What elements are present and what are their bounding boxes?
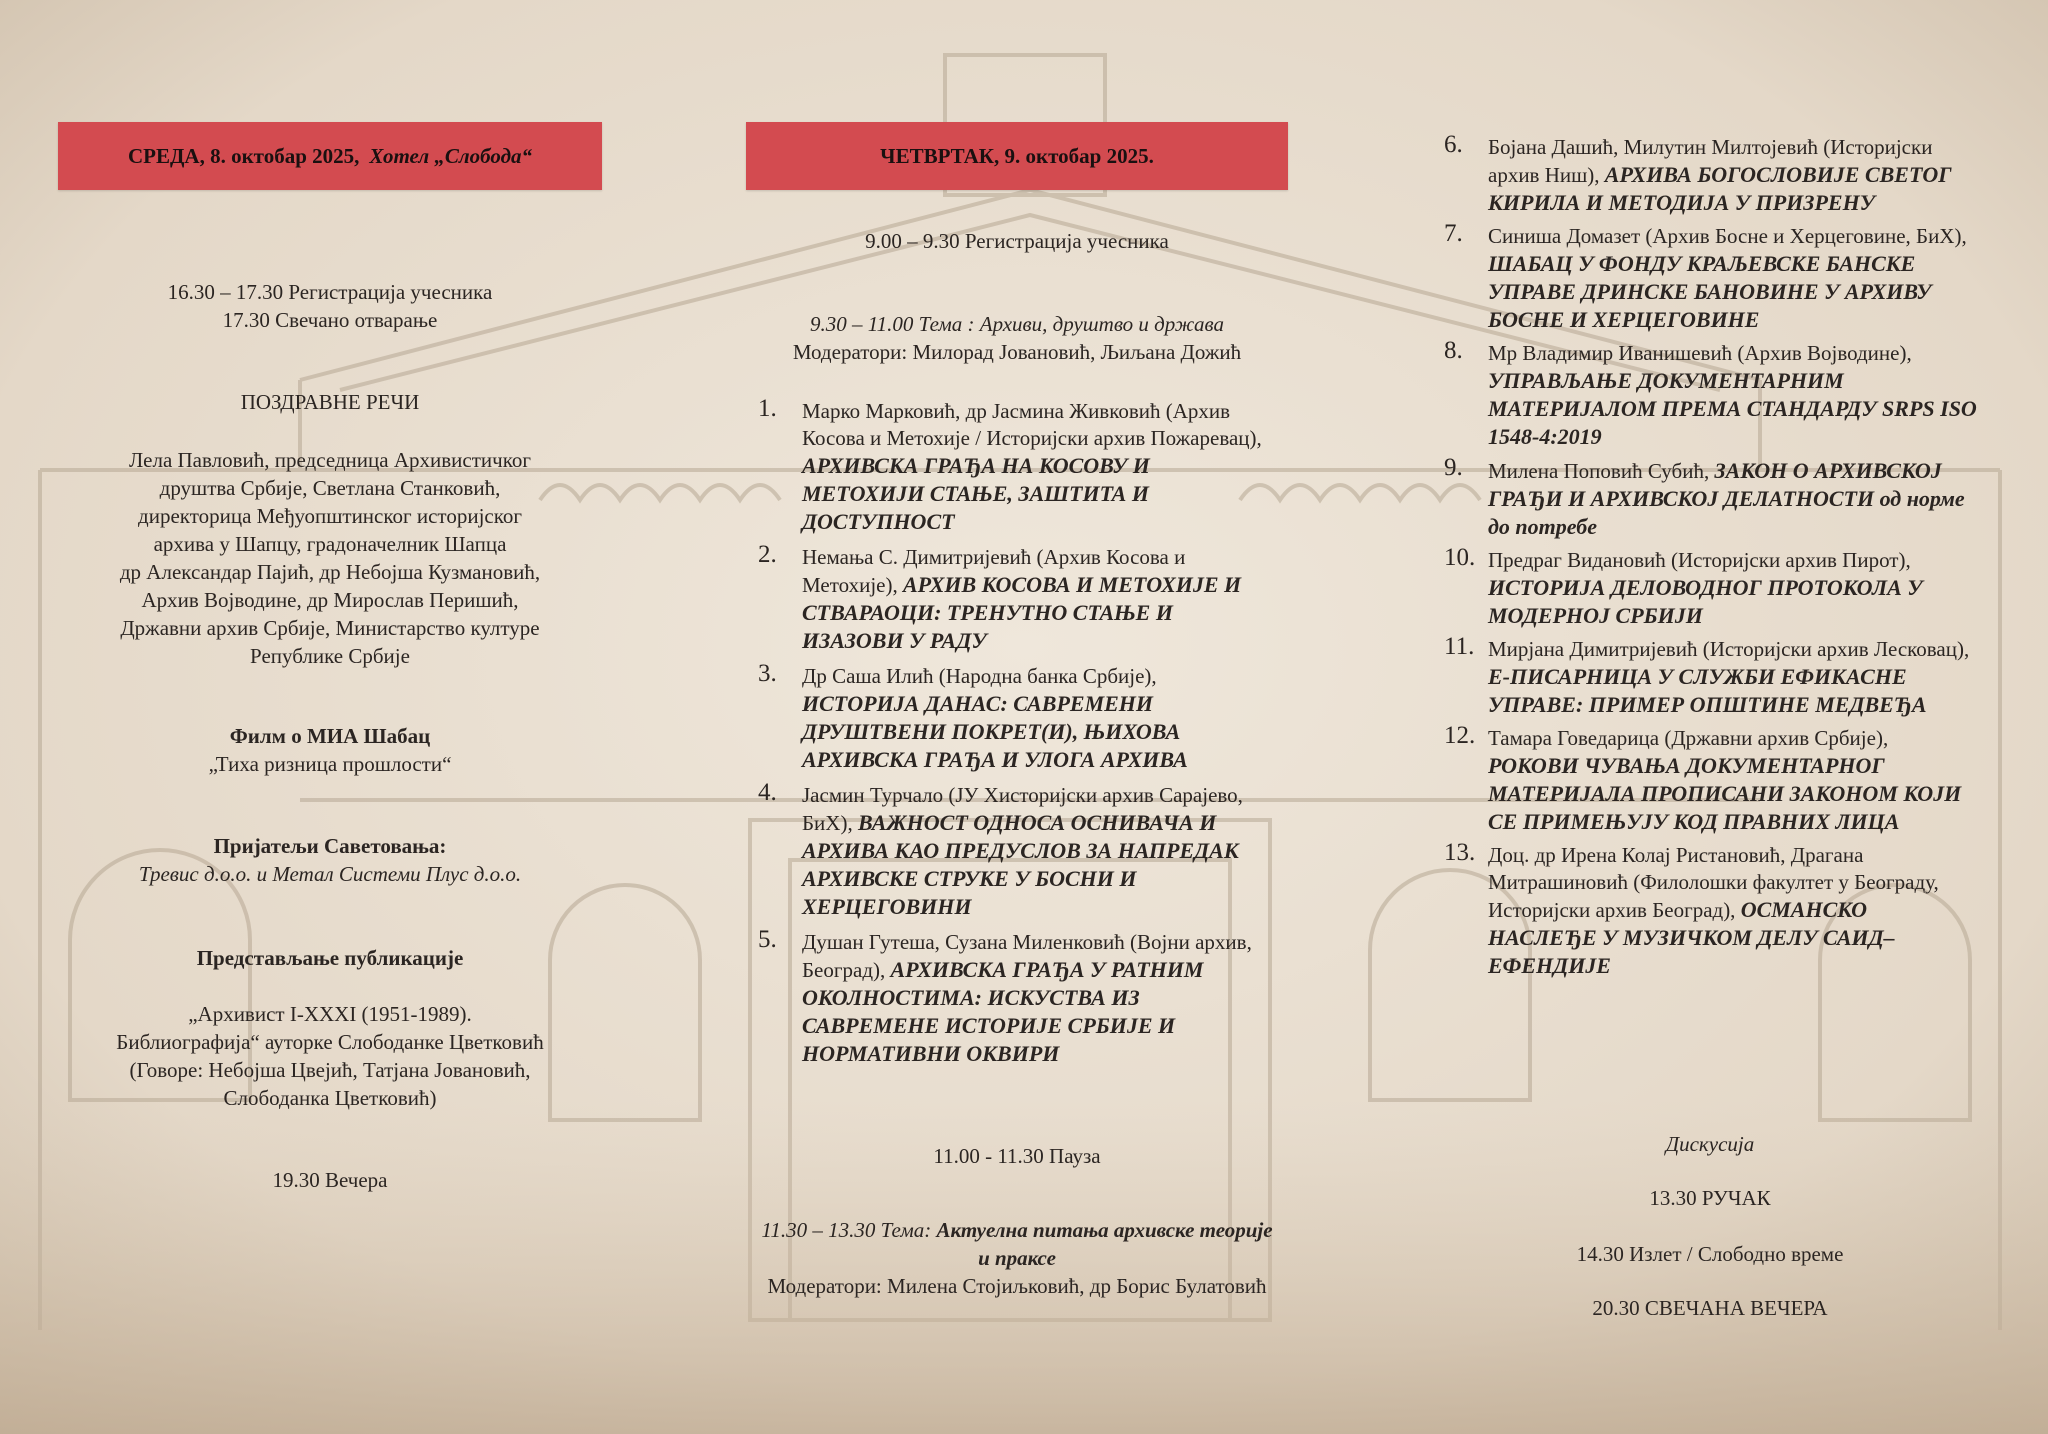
talk-item xyxy=(746,541,1276,655)
talk-item xyxy=(746,395,1276,536)
talk-number: 9. xyxy=(1444,454,1463,481)
talk-number: 2. xyxy=(758,541,777,568)
publication-line: „Архивист I-XXXI (1951-1989). xyxy=(188,1002,472,1026)
talk-number: 7. xyxy=(1444,220,1463,247)
talk-title: АРХИВА БОГОСЛОВИЈЕ СВЕТОГ КИРИЛА И МЕТОДИЈА У ПРИЗРЕНУ xyxy=(1488,162,1952,215)
talk-number: 8. xyxy=(1444,337,1463,364)
greetings-line: архива у Шапцу, градоначелник Шапца xyxy=(153,532,507,556)
talk-number: 1. xyxy=(758,395,777,422)
gala-dinner: 20.30 СВЕЧАНА ВЕЧЕРА xyxy=(1592,1296,1828,1320)
session1-moderators: Модератори: Милорад Јовановић, Љиљана Дожић xyxy=(792,340,1242,364)
friends-heading: Пријатељи Саветовања: xyxy=(213,834,447,858)
talk-item xyxy=(746,660,1276,774)
talk-item xyxy=(746,779,1276,921)
greetings-line: др Александар Пајић, др Небојша Кузмановић, xyxy=(119,560,541,584)
talk-number: 13. xyxy=(1444,839,1476,866)
publication-line: (Говоре: Небојша Цвејић, Татјана Јовановић, xyxy=(129,1058,531,1082)
greetings-line: друштва Србије, Светлана Станковић, xyxy=(159,476,501,500)
talk-item xyxy=(1440,337,1980,451)
greetings-line: Државни архив Србије, Министарство културе xyxy=(120,616,540,640)
talk-author: Бојана Дашић, Милутин Милтојевић (Историјски архив Ниш), xyxy=(1488,135,1933,187)
film-block xyxy=(58,722,602,778)
talk-item xyxy=(746,926,1276,1068)
talk-item xyxy=(1440,633,1980,719)
excursion: 14.30 Излет / Слободно време xyxy=(1576,1242,1844,1266)
lunch: 13.30 РУЧАК xyxy=(1649,1186,1771,1210)
talk-number: 3. xyxy=(758,660,777,687)
talk-item xyxy=(1440,839,1980,980)
friends-text: Тревис д.о.о. и Метал Системи Плус д.о.о. xyxy=(138,862,522,886)
talk-title: ИСТОРИЈА ДАНАС: САВРЕМЕНИ ДРУШТВЕНИ ПОКРЕТ(И), ЊИХОВА АРХИВСКА ГРАЂА И УЛОГА АРХИВА xyxy=(802,691,1188,772)
day1-date: СРЕДА, 8. октобар 2025, xyxy=(127,143,360,168)
day1-venue: Хотел „Слобода“ xyxy=(369,143,533,168)
talk-item xyxy=(1440,544,1980,630)
talk-author: Јасмин Турчало (ЈУ Хисторијски архив Сарајево, БиХ), xyxy=(802,783,1243,835)
greetings-heading: ПОЗДРАВНЕ РЕЧИ xyxy=(240,390,420,414)
talk-item xyxy=(1440,220,1980,334)
talk-author: Синиша Домазет (Архив Босне и Херцеговине, БиХ), xyxy=(1488,224,1967,248)
day1-dinner: 19.30 Вечера xyxy=(272,1168,388,1192)
talk-item xyxy=(1440,131,1980,217)
publication-block xyxy=(58,1000,602,1112)
talk-title: ИСТОРИЈА ДЕЛОВОДНОГ ПРОТОКОЛА У МОДЕРНОЈ СРБИЈИ xyxy=(1488,575,1923,628)
film-title: „Тиха ризница прошлости“ xyxy=(208,752,452,776)
session2-talks xyxy=(1440,131,1980,986)
session2-topic: Актуелна питања архивске теорије и праксе xyxy=(936,1218,1273,1270)
session1-talks xyxy=(746,395,1276,1076)
talk-title: АРХИВСКА ГРАЂА НА КОСОВУ И МЕТОХИЈИ СТАЊЕ, ЗАШТИТА И ДОСТУПНОСТ xyxy=(802,453,1150,534)
talk-number: 12. xyxy=(1444,722,1476,749)
publication-line: Слободанка Цветковић) xyxy=(223,1086,437,1110)
talk-item xyxy=(1440,722,1980,836)
talk-author: Мирјана Димитријевић (Историјски архив Лесковац), xyxy=(1488,637,1970,661)
session2-moderators: Модератори: Милена Стојиљковић, др Борис Булатовић xyxy=(767,1274,1267,1298)
talk-number: 11. xyxy=(1444,633,1475,660)
publication-heading: Представљање публикације xyxy=(196,946,464,970)
talk-author: Др Саша Илић (Народна банка Србије), xyxy=(802,664,1157,688)
session2-time: 11.30 – 13.30 Тема xyxy=(761,1218,925,1242)
day2-date: ЧЕТВРТАК, 9. октобар 2025. xyxy=(880,143,1154,168)
film-heading: Филм о МИА Шабац xyxy=(229,724,431,748)
publication-line: Библиографија“ ауторке Слободанке Цветковић xyxy=(116,1030,544,1054)
greetings-line: Лела Павловић, председница Архивистичког xyxy=(129,448,531,472)
session1-time-topic: 9.30 – 11.00 Тема : Архиви, друштво и држава xyxy=(809,312,1224,336)
greetings-line: Архив Војводине, др Мирослав Перишић, xyxy=(141,588,519,612)
talk-author: Марко Марковић, др Јасмина Живковић (Архив Косова и Метохије / Историјски архив Пожаревац), xyxy=(802,399,1262,450)
talk-author: Доц. др Ирена Колај Ристановић, Драгана Митрашиновић (Филолошки факултет у Београду, Историјски архив Београд), xyxy=(1488,843,1939,922)
talk-author: Душан Гутеша, Сузана Миленковић (Војни архив, Београд), xyxy=(802,930,1252,982)
talk-title: УПРАВЉАЊЕ ДОКУМЕНТАРНИМ МАТЕРИЈАЛОМ ПРЕМА СТАНДАРДУ SRPS ISO 1548-4:2019 xyxy=(1488,368,1977,449)
day2-registration: 9.00 – 9.30 Регистрација учесника xyxy=(865,229,1169,253)
day1-banner xyxy=(58,122,602,190)
talk-number: 6. xyxy=(1444,131,1463,158)
talk-title: РОКОВИ ЧУВАЊА ДОКУМЕНТАРНОГ МАТЕРИЈАЛА ПРОПИСАНИ ЗАКОНОМ КОЈИ СЕ ПРИМЕЊУЈУ КОД ПРАВНИХ ЛИЦА xyxy=(1488,753,1962,834)
talk-title: ВАЖНОСТ ОДНОСА ОСНИВАЧА И АРХИВА КАО ПРЕДУСЛОВ ЗА НАПРЕДАК АРХИВСКЕ СТРУКЕ У БОСНИ И ХЕРЦЕГОВИНИ xyxy=(802,810,1239,919)
session2-heading: 11.30 – 13.30 Тема: Актуелна питања архивске теорије и праксе xyxy=(761,1218,1273,1270)
talk-author: Предраг Видановић (Историјски архив Пирот), xyxy=(1488,548,1911,572)
day1-registration-block xyxy=(58,278,602,334)
talk-item xyxy=(1440,454,1980,541)
break: 11.00 - 11.30 Пауза xyxy=(933,1144,1101,1168)
talk-title: ОСМАНСКО НАСЛЕЂЕ У МУЗИЧКОМ ДЕЛУ САИД–ЕФЕНДИЈЕ xyxy=(1488,897,1895,978)
talk-title: АРХИВ КОСОВА И МЕТОХИЈЕ И СТВАРАОЦИ: ТРЕНУТНО СТАЊЕ И ИЗАЗОВИ У РАДУ xyxy=(802,572,1242,653)
talk-author: Милена Поповић Субић, xyxy=(1488,459,1710,483)
greetings-list xyxy=(58,446,602,670)
greetings-line: Републике Србије xyxy=(250,644,410,668)
talk-number: 4. xyxy=(758,779,777,806)
talk-number: 10. xyxy=(1444,544,1476,571)
greetings-line: директорица Међуопштинског историјског xyxy=(138,504,522,528)
talk-number: 5. xyxy=(758,926,777,953)
talk-title: АРХИВСКА ГРАЂА У РАТНИМ ОКОЛНОСТИМА: ИСКУСТВА ИЗ САВРЕМЕНЕ ИСТОРИЈЕ СРБИЈЕ И НОРМАТИВНИ ОКВИРИ xyxy=(802,957,1204,1066)
session2-block xyxy=(756,1216,1278,1300)
session1-block xyxy=(746,310,1288,366)
discussion: Дискусија xyxy=(1665,1132,1755,1156)
friends-block xyxy=(58,832,602,888)
day2-banner xyxy=(746,122,1288,190)
talk-author: Немања С. Димитријевић (Архив Косова и Метохије), xyxy=(802,545,1186,597)
talk-title: ШАБАЦ У ФОНДУ КРАЉЕВСКЕ БАНСКЕ УПРАВЕ ДРИНСКЕ БАНОВИНЕ У АРХИВУ БОСНЕ И ХЕРЦЕГОВИНЕ xyxy=(1488,251,1932,332)
day1-registration: 16.30 – 17.30 Регистрација учесника xyxy=(167,280,493,304)
talk-title: ЗАКОН О АРХИВСКОЈ ГРАЂИ И АРХИВСКОЈ ДЕЛАТНОСТИ од норме до потребе xyxy=(1488,458,1965,539)
day1-opening: 17.30 Свечано отварање xyxy=(222,308,438,332)
talk-title: Е-ПИСАРНИЦА У СЛУЖБИ ЕФИКАСНЕ УПРАВЕ: ПРИМЕР ОПШТИНЕ МЕДВЕЂА xyxy=(1488,664,1927,717)
talk-author: Мр Владимир Иванишевић (Архив Војводине), xyxy=(1488,341,1912,365)
talk-author: Тамара Говедарица (Државни архив Србије), xyxy=(1488,726,1889,750)
